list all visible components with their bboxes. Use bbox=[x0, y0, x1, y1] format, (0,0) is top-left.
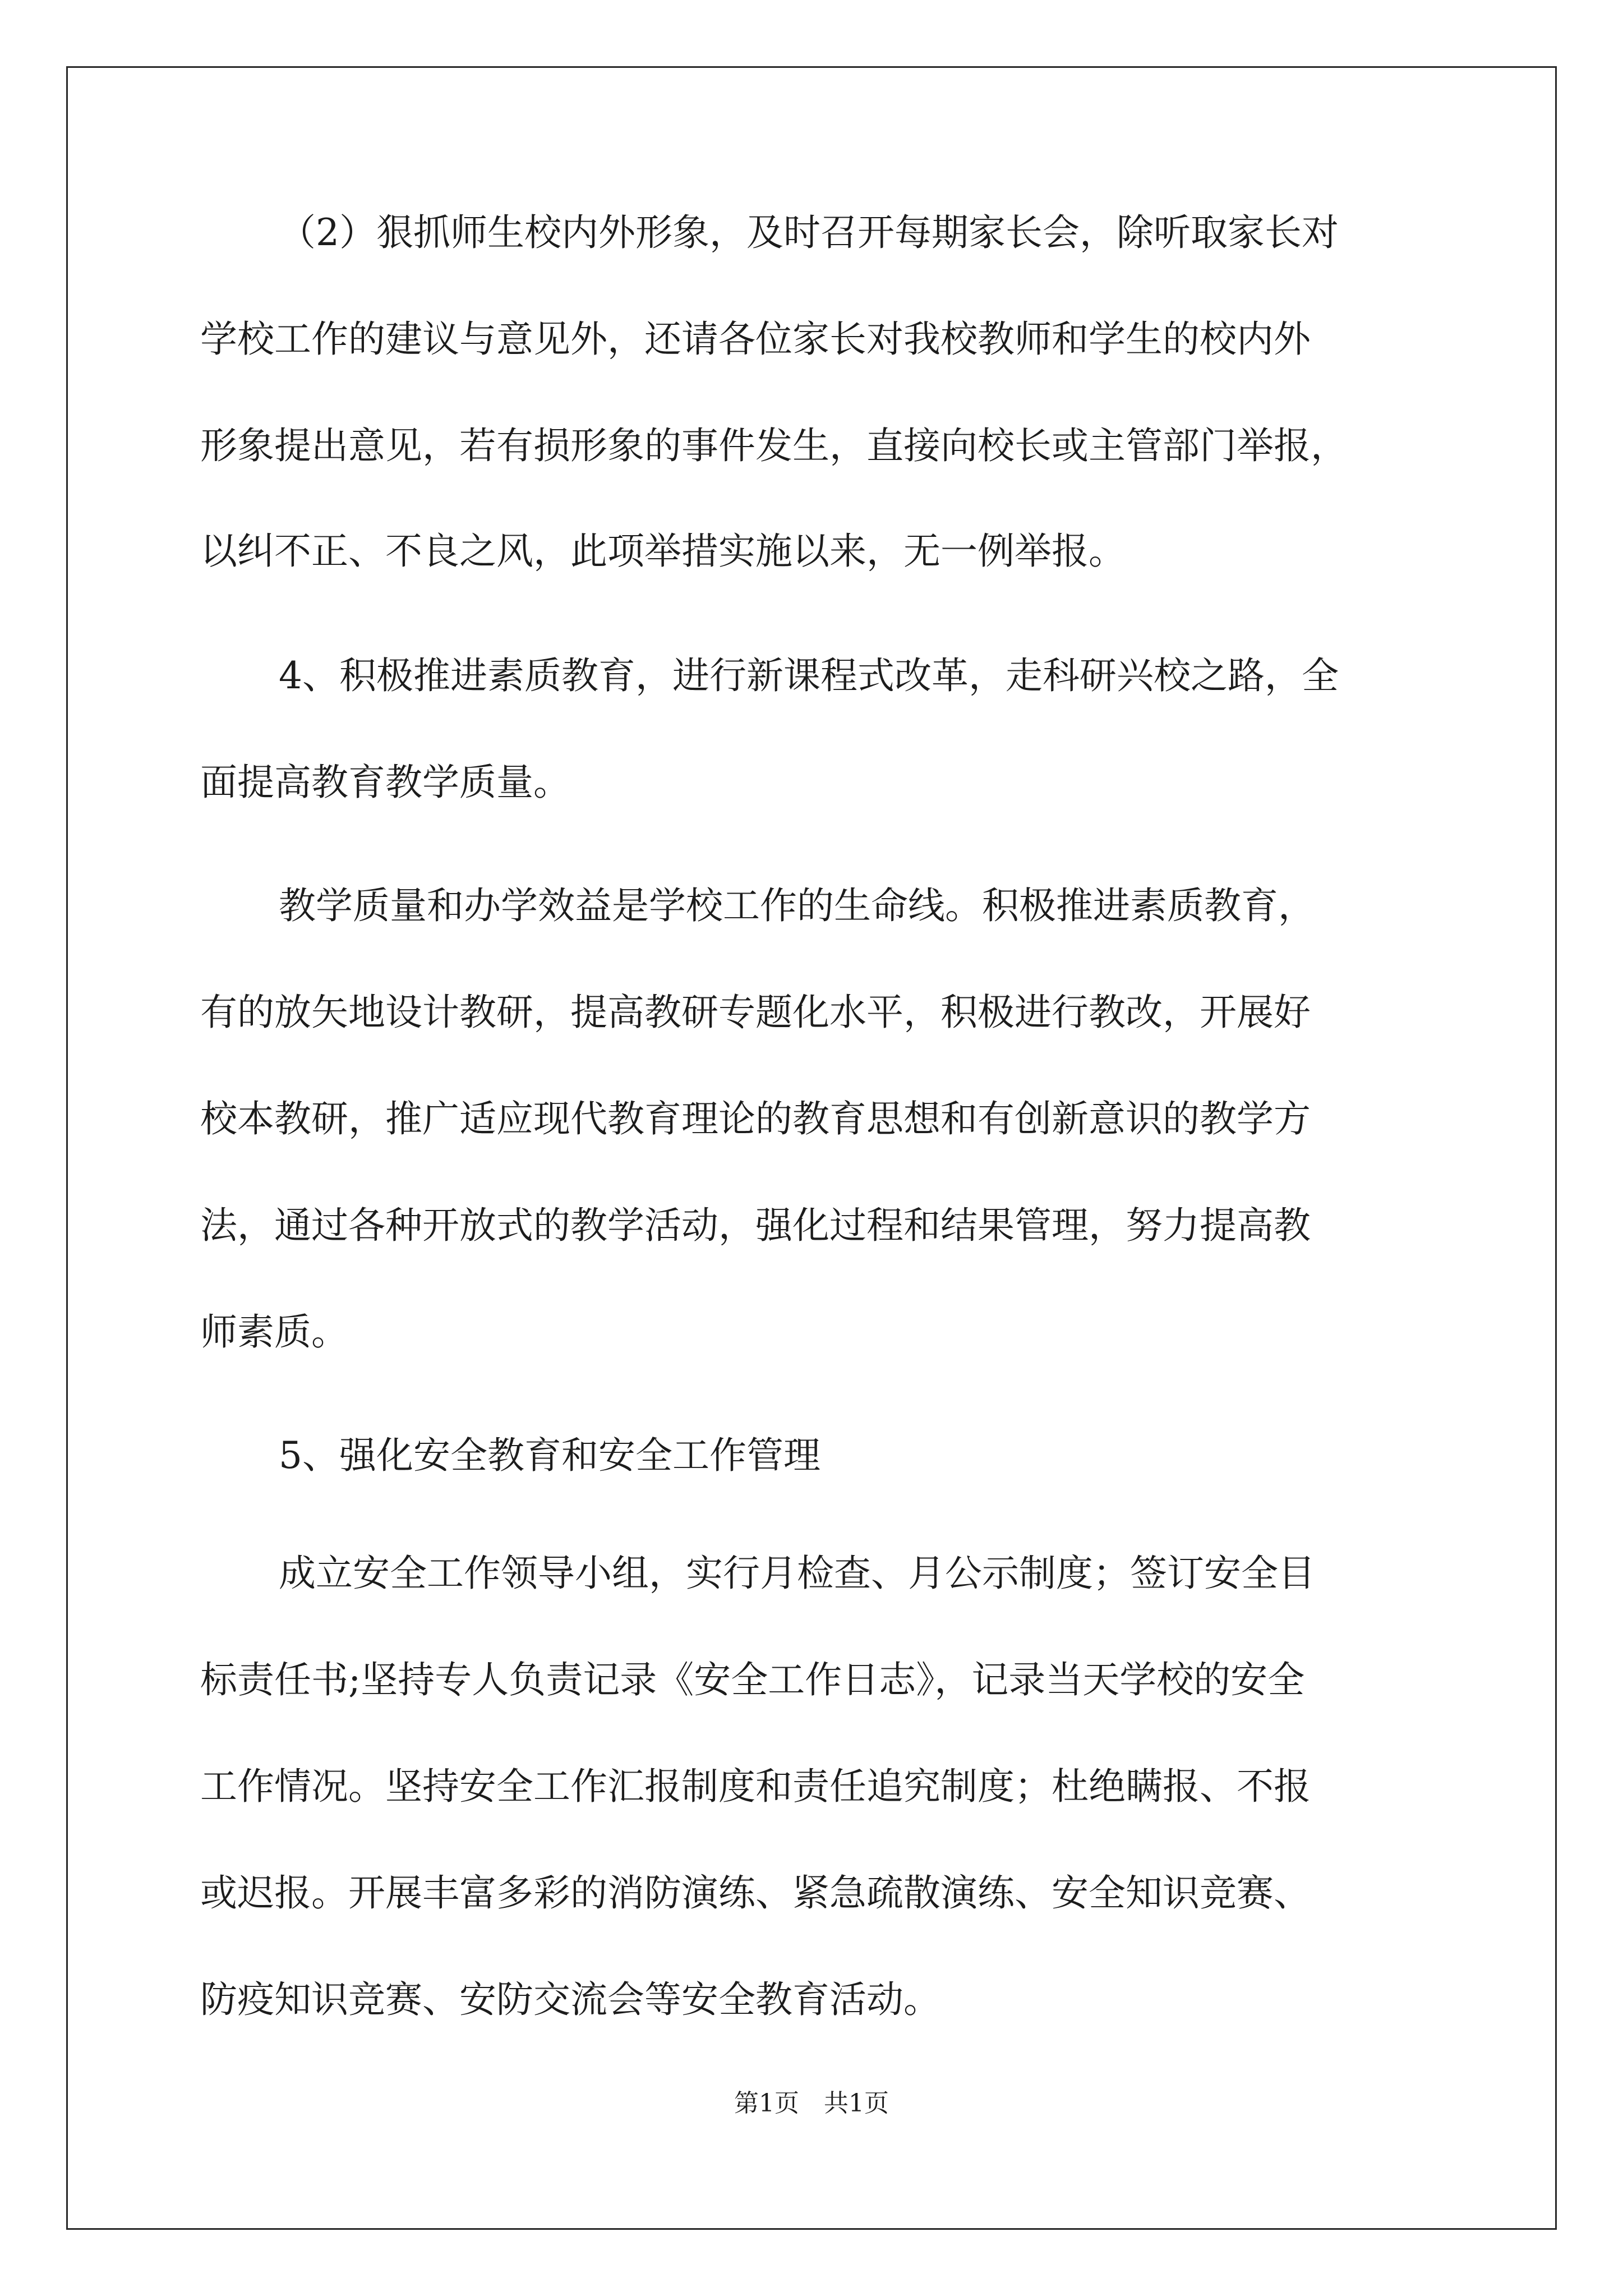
text-line: 面提高教育教学质量。 bbox=[200, 761, 570, 804]
text-line: 成立安全工作领导小组，实行月检查、月公示制度；签订安全目 bbox=[279, 1552, 1315, 1595]
text-line: 师素质。 bbox=[200, 1310, 348, 1354]
text-line: 法，通过各种开放式的教学活动，强化过程和结果管理，努力提高教 bbox=[200, 1204, 1311, 1247]
text-line: 形象提出意见，若有损形象的事件发生，直接向校长或主管部门举报， bbox=[200, 424, 1348, 467]
text-line: 学校工作的建议与意见外，还请各位家长对我校教师和学生的校内外 bbox=[200, 318, 1311, 361]
text-line: 或迟报。开展丰富多彩的消防演练、紧急疏散演练、安全知识竞赛、 bbox=[200, 1871, 1311, 1915]
text-line: 防疫知识竞赛、安防交流会等安全教育活动。 bbox=[200, 1978, 940, 2021]
text-line: 以纠不正、不良之风，此项举措实施以来，无一例举报。 bbox=[200, 530, 1126, 573]
text-line: 标责任书;坚持专人负责记录《安全工作日志》，记录当天学校的安全 bbox=[200, 1658, 1305, 1701]
page-number-footer: 第1页 共1页 bbox=[734, 2089, 889, 2118]
text-line: 有的放矢地设计教研，提高教研专题化水平，积极进行教改，开展好 bbox=[200, 991, 1311, 1034]
text-line: （2）狠抓师生校内外形象，及时召开每期家长会，除听取家长对 bbox=[279, 211, 1339, 254]
text-line: 教学质量和办学效益是学校工作的生命线。积极推进素质教育， bbox=[279, 884, 1315, 927]
text-line: 工作情况。坚持安全工作汇报制度和责任追究制度；杜绝瞒报、不报 bbox=[200, 1765, 1311, 1808]
section-heading: 5、强化安全教育和安全工作管理 bbox=[279, 1434, 820, 1477]
text-line: 4、积极推进素质教育，进行新课程式改革，走科研兴校之路，全 bbox=[279, 654, 1339, 697]
text-line: 校本教研，推广适应现代教育理论的教育思想和有创新意识的教学方 bbox=[200, 1097, 1311, 1140]
